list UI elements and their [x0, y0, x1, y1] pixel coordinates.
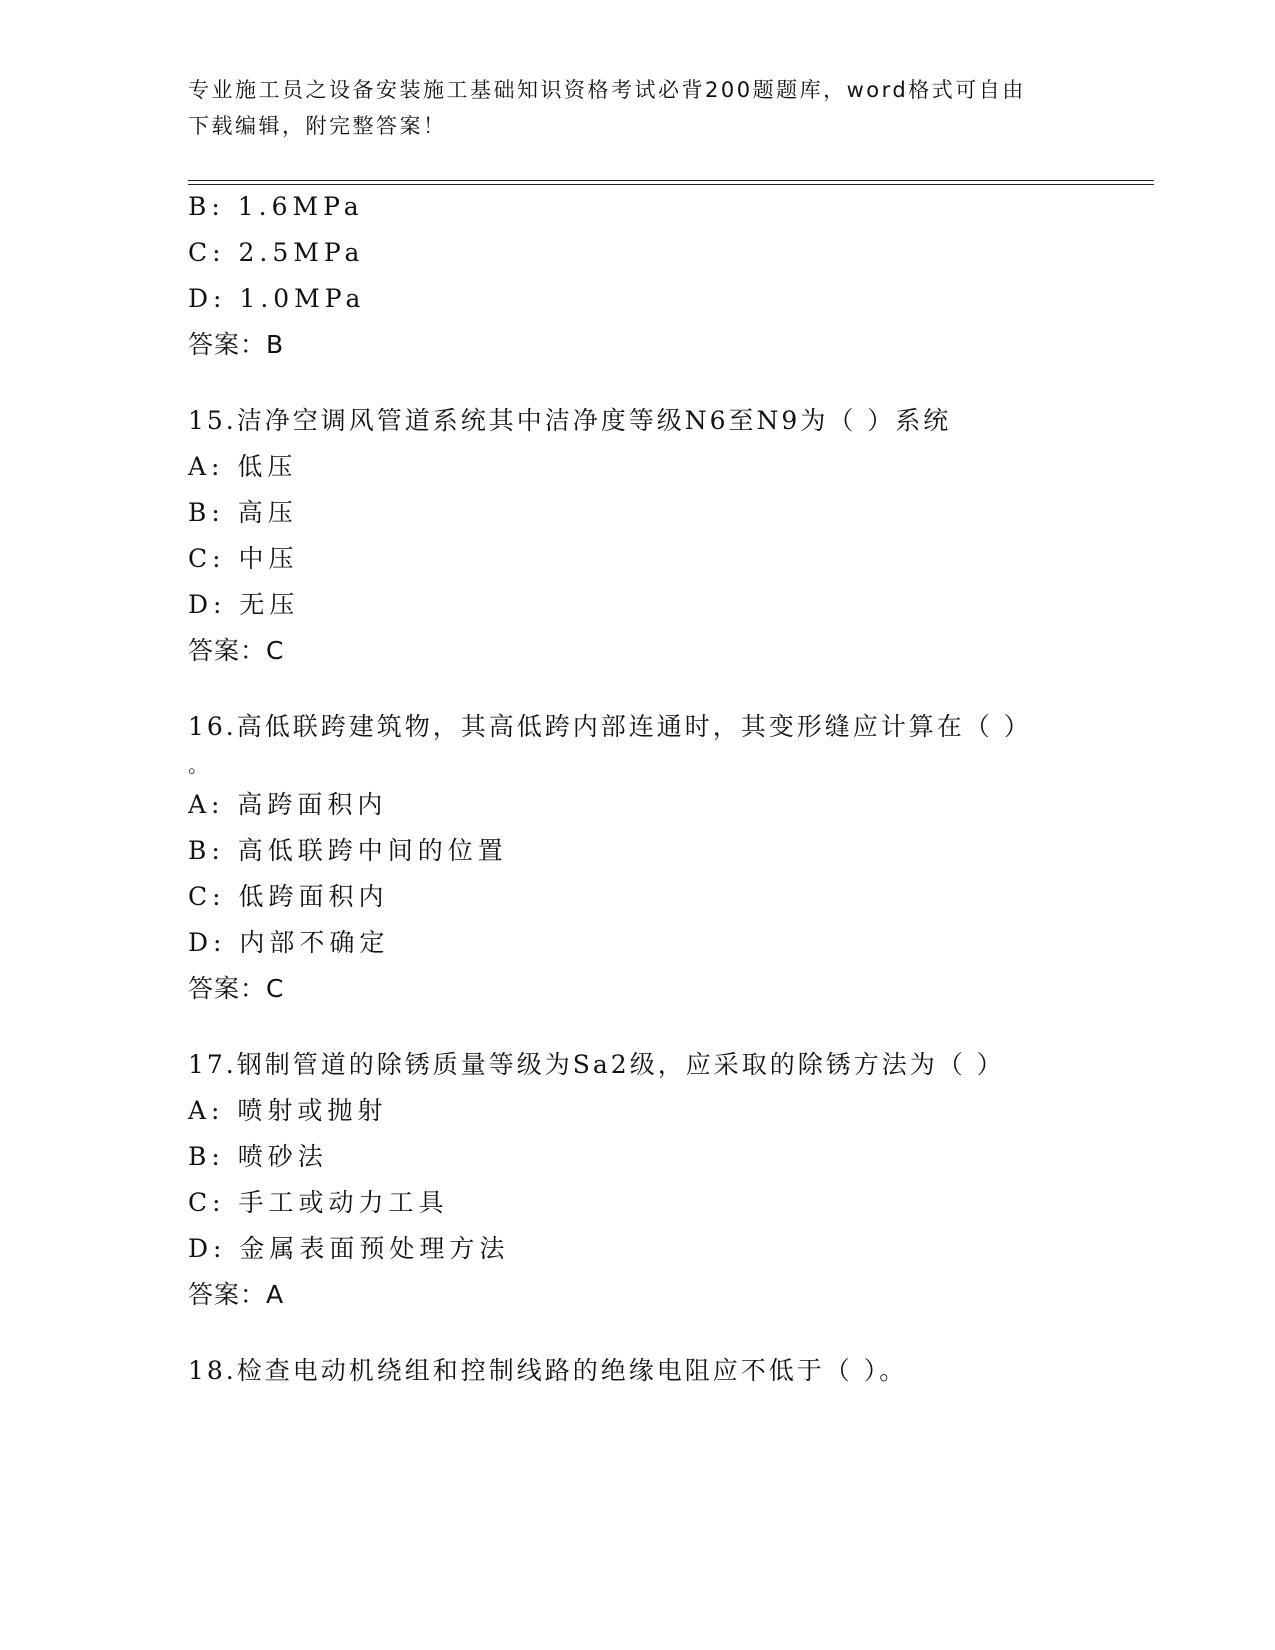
question-text-continuation: 。 [188, 753, 211, 777]
option-d: D: 1.0MPa [188, 284, 366, 313]
option-a: A: 高跨面积内 [188, 790, 388, 819]
option-a: A: 低压 [188, 452, 298, 481]
option-c: C: 中压 [188, 544, 299, 573]
option-d: D: 内部不确定 [188, 928, 390, 957]
option-c: C: 手工或动力工具 [188, 1188, 449, 1217]
document-header [188, 72, 1088, 144]
question-17 [188, 1050, 1148, 1310]
option-c: C: 2.5MPa [188, 238, 365, 267]
option-b: B: 1.6MPa [188, 192, 364, 221]
header-line-2: 下载编辑，附完整答案！ [188, 114, 447, 138]
question-18 [188, 1356, 1148, 1386]
answer-line: 答案：C [188, 974, 285, 1003]
document-body [188, 192, 1148, 1402]
question-text: 16.高低联跨建筑物，其高低跨内部连通时，其变形缝应计算在（ ） [188, 712, 1032, 741]
header-line-1: 专业施工员之设备安装施工基础知识资格考试必背200题题库，word格式可自由 [188, 78, 1026, 102]
question-16 [188, 712, 1148, 1004]
question-text: 15.洁净空调风管道系统其中洁净度等级N6至N9为（ ）系统 [188, 406, 952, 435]
carryover-block [188, 192, 1148, 360]
option-d: D: 无压 [188, 590, 300, 619]
answer-line: 答案：C [188, 636, 285, 665]
question-15 [188, 406, 1148, 666]
option-b: B: 高压 [188, 498, 298, 527]
header-divider [188, 180, 1154, 185]
option-b: B: 高低联跨中间的位置 [188, 836, 508, 865]
option-d: D: 金属表面预处理方法 [188, 1234, 510, 1263]
option-c: C: 低跨面积内 [188, 882, 389, 911]
answer-line: 答案：B [188, 330, 285, 359]
question-text: 17.钢制管道的除锈质量等级为Sa2级，应采取的除锈方法为（ ） [188, 1050, 1005, 1079]
answer-line: 答案：A [188, 1280, 285, 1309]
option-a: A: 喷射或抛射 [188, 1096, 388, 1125]
question-text: 18.检查电动机绕组和控制线路的绝缘电阻应不低于（ ）。 [188, 1356, 908, 1385]
option-b: B: 喷砂法 [188, 1142, 328, 1171]
